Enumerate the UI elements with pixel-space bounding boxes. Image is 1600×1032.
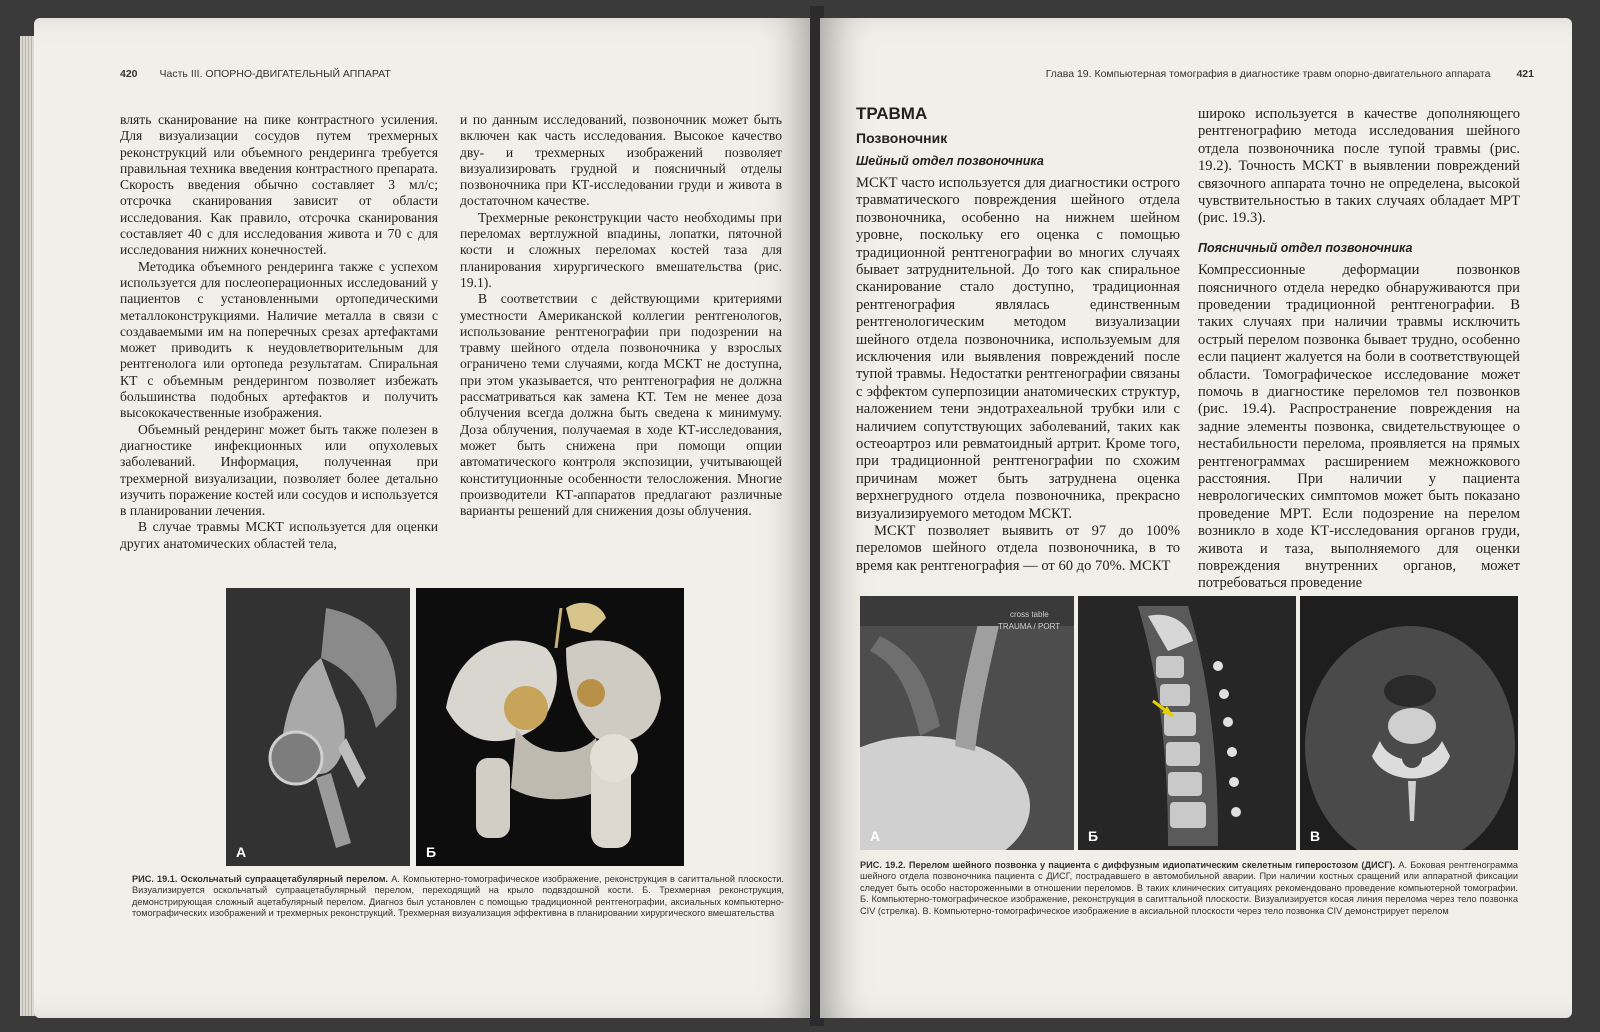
- right-page-number: 421: [1516, 68, 1534, 80]
- panel-label-a: А: [236, 844, 247, 860]
- 3d-pelvis-reconstruction-image: [416, 588, 684, 866]
- paragraph: В соответствии с действующими критериями уместности Американской коллегии рентгенологов, использование рентгенографии при подозрении на травму шейного отдела позвоночника у взрослых ограничено теми случаями, когда МСКТ не доступна, при этом указывается, что рентгенография не должна рассматриваться как замена КТ. Тем не менее доза облучения всегда должна быть сведена к минимуму. Доза облучения, получаемая в ходе КТ-исследования, может быть снижена при помощи опции автоматического контроля экспозиции, учитывающей конституционные особенности телосложения. Многие производители КТ-аппаратов предлагают различные варианты решений для снижения дозы облучения.: [460, 291, 782, 519]
- left-header-text: Часть III. ОПОРНО-ДВИГАТЕЛЬНЫЙ АППАРАТ: [159, 68, 391, 80]
- caption-body: А. Компьютерно-томографическое изображение, реконструкция в сагиттальной плоскости. Визуализируется оскольчатый супраацетабулярный перелом, переходящий на крыло подвздошной кости. Б. Трехмерная реконструкция, демонстрирующая сложный ацетабулярный перелом. Диагноз был установлен с помощью традиционной рентгенографии, аксиальных компьютерно-томографических изображений и трехмерных реконструкций. Трехмерная визуализация эффективна в планировании хирургического вмешательства: [132, 874, 784, 919]
- paragraph: В случае травмы МСКТ используется для оценки других анатомических областей тела,: [120, 519, 438, 551]
- subsubsection-heading-lumbar: Поясничный отдел позвоночника: [1198, 240, 1413, 255]
- paragraph: Компрессионные деформации позвонков поясничного отдела нередко обнаруживаются при проведении традиционной рентгенографии. В таких случаях при наличии травмы исключить острый перелом позвонка бывает трудно, особенно если пациент жалуется на боли в соответствующей области. Томографическое исследование может помочь в диагностике переломов тел позвонков (рис. 19.4). Распространение повреждения на задние элементы позвонка, свидетельствующее о нестабильности перелома, проявляется на прямых рентгенограммах расширением межножкового расстояния. При наличии у пациента неврологических симптомов может быть показано проведение МРТ. Если подозрение на перелом возникло в ходе КТ-исследования органов груди, живота и таза, выполняемого для оценки повреждения внутренних органов, может потребоваться проведение: [1198, 262, 1520, 592]
- paragraph: Методика объемного рендеринга также с успехом используется для послеоперационных исследований у пациентов с установленными ортопедическими металлоконструкциями. Наличие металла в связи с создаваемыми им на поперечных срезах артефактами может приводить к неудовлетворительным для рентгенолога или ортопеда результатам. Спиральная КТ с объемным рендерингом позволяет избежать большинства подобных артефактов и получить высококачественные изображения.: [120, 258, 438, 421]
- caption-title: РИС. 19.2. Перелом шейного позвонка у пациента с диффузным идиопатическим скелетным гиперостозом (ДИСГ).: [860, 860, 1396, 870]
- figure-19-2-panel-b: [1078, 596, 1296, 850]
- panel-label-a: А: [870, 828, 881, 844]
- caption-body: А. Боковая рентгенограмма шейного отдела позвоночника пациента с ДИСГ, пострадавшего в автомобильной аварии. При наличии костных сращений или аппаратной фиксации следует быть особо настороженными в отношении переломов. В таких клинических ситуациях рекомендовано проведение компьютерной томографии. Б. Компьютерно-томографическое изображение, реконструкция в сагиттальной плоскости. Визуализируется косая линия перелома через тело позвонка CIV (стрелка). В. Компьютерно-томографическое изображение в аксиальной плоскости через тело позвонка CIV демонстрирует перелом: [860, 860, 1518, 916]
- left-running-header: [120, 68, 391, 80]
- sagittal-ct-cervical-image: [1078, 596, 1296, 850]
- panel-label-b: Б: [1088, 828, 1099, 844]
- xray-overlay-text: cross table: [1010, 610, 1049, 619]
- panel-label-b: Б: [426, 844, 437, 860]
- right-page: [820, 18, 1572, 1018]
- figure-19-1-panel-a: [226, 588, 410, 866]
- subsection-heading: Позвоночник: [856, 130, 948, 147]
- axial-ct-cervical-image: [1300, 596, 1518, 850]
- paragraph: Трехмерные реконструкции часто необходимы при переломах вертлужной впадины, лопатки, пяточной кости и сложных переломах костей таза для планирования хирургического вмешательства (рис. 19.1).: [460, 209, 782, 290]
- section-heading: ТРАВМА: [856, 104, 928, 123]
- xray-overlay-text: TRAUMA / PORT: [998, 622, 1061, 631]
- left-column-2: [460, 112, 782, 519]
- figure-19-2-caption: [860, 860, 1518, 917]
- right-column-1: [856, 106, 1180, 575]
- figure-19-1-panel-b: [416, 588, 684, 866]
- right-column-2: [1198, 106, 1520, 593]
- right-running-header: [1046, 68, 1534, 80]
- paragraph: МСКТ часто используется для диагностики острого травматического повреждения шейного отдела позвоночника, особенно на нижнем шейном уровне, поскольку его оценка с помощью традиционной рентгенографии во многих случаях бывает затруднительной. До того как спиральное сканирование стало доступно, традиционная рентгенография являлась единственным рентгенологическим методом визуализации шейного отдела позвоночника, используемым для исключения или выявления повреждений после тупой травмы. Недостатки рентгенографии связаны с эффектом суперпозиции анатомических структур, наложением тени эндотрахеальной трубки или с наличием сопутствующих заболеваний, таких как остеоартроз или ревматоидный артрит. Кроме того, при традиционной рентгенографии по схожим причинам может быть затруднена оценка верхнегрудного отдела позвоночника, прекрасно визуализируемого методом МСКТ.: [856, 174, 1180, 522]
- paragraph: Объемный рендеринг может быть также полезен в диагностике инфекционных или опухолевых заболеваний. Информация, полученная при трехмерной визуализации, позволяет более детально изучить поражение костей или сосудов и используется в планировании лечения.: [120, 421, 438, 519]
- paragraph: влять сканирование на пике контрастного усиления. Для визуализации сосудов путем трехмерных реконструкций или объемного рендеринга требуется правильная техника введения контрастного препарата. Скорость введения обычно составляет 3 мл/с; отсрочка сканирования зависит от области исследования. Как правило, отсрочка сканирования составляет 40 с для исследования живота и 70 с для исследования нижних конечностей.: [120, 112, 438, 258]
- right-header-text: Глава 19. Компьютерная томография в диагностике травм опорно-двигательного аппарата: [1045, 68, 1491, 80]
- paragraph: широко используется в качестве дополняющего рентгенографию метода исследования шейного отдела позвоночника после тупой травмы (рис. 19.2). Точность МСКТ в выявлении повреждений связочного аппарата точно не определена, высокой чувствительностью в таких случаях обладает МРТ (рис. 19.3).: [1198, 106, 1520, 227]
- paragraph: и по данным исследований, позвоночник может быть включен как часть исследования. Высокое качество дву- и трехмерных изображений позволяет визуализировать грудной и поясничный отделы позвоночника при КТ-исследовании груди и живота в достаточном качестве.: [460, 112, 782, 209]
- figure-19-1-caption: [132, 874, 784, 920]
- figure-19-2-panel-a: [860, 596, 1074, 850]
- open-book: [20, 6, 1580, 1026]
- left-column-1: [120, 112, 438, 552]
- left-page-number: 420: [120, 68, 138, 80]
- figure-19-2-panel-c: [1300, 596, 1518, 850]
- panel-label-c: В: [1310, 828, 1321, 844]
- caption-title: РИС. 19.1. Оскольчатый супраацетабулярный перелом.: [132, 874, 389, 884]
- subsubsection-heading-cervical: Шейный отдел позвоночника: [856, 153, 1044, 168]
- ct-sagittal-pelvis-image: [226, 588, 410, 866]
- lateral-cervical-xray-image: [860, 596, 1074, 850]
- left-page: [34, 18, 812, 1018]
- paragraph: МСКТ позволяет выявить от 97 до 100% переломов шейного отдела позвоночника, в то время как рентгенография — от 60 до 70%. МСКТ: [856, 523, 1180, 574]
